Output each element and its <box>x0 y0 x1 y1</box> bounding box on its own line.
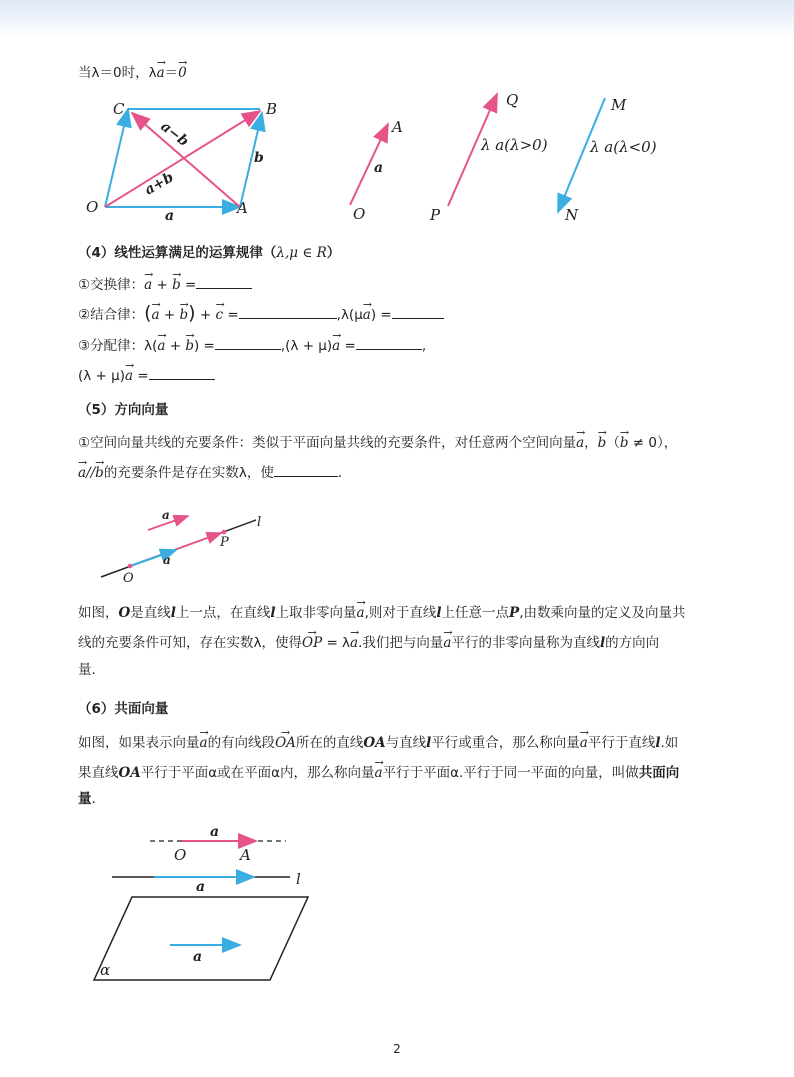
label-l: l <box>296 870 301 888</box>
label-Q: Q <box>506 91 519 109</box>
text: ,λ(μ <box>336 307 363 323</box>
text: , <box>421 338 427 354</box>
text: ( <box>144 302 152 324</box>
vector-a: → a <box>157 60 165 80</box>
vector-b: → b <box>180 302 189 322</box>
vector-a: → a <box>375 760 383 780</box>
text: ②结合律： <box>78 307 145 323</box>
vector-a: → a <box>350 630 358 650</box>
text: （4）线性运算满足的运算规律（ <box>78 245 277 261</box>
section5-p4 <box>78 630 659 653</box>
vector-a: → a <box>580 730 588 750</box>
text: 所在的直线 <box>295 735 364 751</box>
vector-lambda-positive-figure <box>430 88 570 223</box>
label-O: O <box>86 198 99 216</box>
label-alpha: α <box>100 961 111 979</box>
law-commutative <box>78 272 252 295</box>
text: 平行或重合，那么称向量 <box>431 735 580 751</box>
text: 如图， <box>78 605 119 621</box>
label-A: A <box>240 846 251 864</box>
answer-blank[interactable] <box>239 304 337 319</box>
page-number: 2 <box>393 1042 401 1056</box>
text: ＝ <box>164 65 179 81</box>
section5-p1 <box>78 430 677 453</box>
text: ①空间向量共线的充要条件：类似于平面向量共线的充要条件，对任意两个空间向量 <box>78 435 577 451</box>
point-O <box>128 564 133 569</box>
line-lambda-zero <box>78 60 187 83</box>
text: ,由数乘向量的定义及向量共 <box>519 605 686 621</box>
vector-lambda-negative-figure <box>550 88 690 223</box>
vector-b: → b <box>620 430 629 450</box>
label-a: a <box>165 208 175 224</box>
label-a: a <box>163 553 171 567</box>
text: + <box>152 277 173 293</box>
vector-c: → c <box>215 302 223 322</box>
answer-blank[interactable] <box>196 274 252 289</box>
text: = <box>180 277 197 293</box>
label-a: a <box>196 879 206 895</box>
text: ) = <box>370 307 392 323</box>
text: （ <box>606 435 620 451</box>
edge-OC <box>105 109 128 207</box>
label-P: P <box>430 206 441 224</box>
text: 如图，如果表示向量 <box>78 735 200 751</box>
text: 的有向线段 <box>207 735 276 751</box>
math-O: O <box>118 605 131 621</box>
text: .我们把与向量 <box>358 635 444 651</box>
law-distributive <box>78 333 426 356</box>
label-lambda-a-positive: λ a(λ>0) <box>481 136 548 154</box>
label-M: M <box>611 96 627 114</box>
label-O: O <box>174 846 187 864</box>
math: λ,μ ∈ R <box>276 245 327 261</box>
text: ) = <box>193 338 215 354</box>
math-l: l <box>599 635 606 651</box>
label-B: B <box>266 100 278 118</box>
text: + <box>165 338 186 354</box>
vector-a: → a <box>78 460 86 480</box>
parallelogram-figure <box>80 95 290 225</box>
label-a: a <box>374 160 384 176</box>
label-A: A <box>392 118 403 136</box>
section6-p2 <box>78 760 679 783</box>
vector-b: → b <box>95 460 104 480</box>
vector-a: → a <box>576 430 584 450</box>
math-P: P <box>509 605 520 621</box>
text: 平行的非零向量称为直线 <box>451 635 600 651</box>
law-associative <box>78 302 444 325</box>
section6-p3 <box>78 789 105 809</box>
math-l: l <box>170 605 176 621</box>
text: 平行于平面α或在平面α内，那么称向量 <box>140 765 375 781</box>
text: .如 <box>660 735 679 751</box>
text: ③分配律：λ( <box>78 338 158 354</box>
plane-alpha <box>94 897 308 980</box>
vector-a: → a <box>443 630 451 650</box>
section5-p3 <box>78 600 686 623</box>
vector-a: → a <box>200 730 208 750</box>
math-l: l <box>436 605 442 621</box>
section6-p1 <box>78 730 678 753</box>
text: ． <box>337 465 352 481</box>
section4-title <box>78 243 340 263</box>
vector-a: → a <box>332 333 340 353</box>
label-O: O <box>123 571 134 586</box>
term-coplanar: 共面向 <box>638 765 680 781</box>
point-P <box>222 530 227 535</box>
label-lambda-a-negative: λ a(λ<0) <box>590 138 657 156</box>
label-a-plus-b: a+b <box>142 169 177 199</box>
parallel-symbol: // <box>86 465 96 481</box>
term-coplanar: 量 <box>78 791 92 807</box>
vector-a: → a <box>363 302 371 322</box>
text: ) <box>188 302 196 324</box>
section5-p5: 量． <box>78 662 105 678</box>
text: ,则对于直线 <box>364 605 437 621</box>
text: = λ <box>322 635 351 651</box>
text: 上任意一点 <box>441 605 510 621</box>
vector-a: → a <box>157 333 165 353</box>
math-l: l <box>426 735 432 751</box>
answer-blank[interactable] <box>274 462 338 477</box>
vector-a-figure <box>345 110 415 223</box>
text: = <box>133 368 149 384</box>
section5-title: （5）方向向量 <box>78 402 169 418</box>
text: 与直线 <box>385 735 427 751</box>
label-a: a <box>162 508 170 522</box>
vector-OA: → OA <box>275 730 296 750</box>
vector-b: → b <box>185 333 194 353</box>
coplanar-vector-figure <box>90 822 330 992</box>
text: = <box>340 338 356 354</box>
answer-blank[interactable] <box>392 304 444 319</box>
label-C: C <box>113 100 125 118</box>
text: + <box>195 307 216 323</box>
math-OA: OA <box>363 735 386 751</box>
text: ） <box>326 245 341 261</box>
answer-blank[interactable] <box>356 335 422 350</box>
answer-blank[interactable] <box>149 365 215 380</box>
text: 果直线 <box>78 765 119 781</box>
label-b: b <box>254 150 264 166</box>
vector-OP: → OP <box>302 630 322 650</box>
text: 上取非零向量 <box>275 605 357 621</box>
vector-a: → a <box>357 600 365 620</box>
label-N: N <box>565 206 579 224</box>
diag-OB <box>105 111 260 207</box>
vector-b: → b <box>172 272 181 292</box>
text: (λ + μ) <box>78 368 126 384</box>
text: 平行于直线 <box>587 735 656 751</box>
text: 上一点，在直线 <box>175 605 271 621</box>
math-OA: OA <box>118 765 141 781</box>
text: ≠ 0）， <box>628 435 678 451</box>
text: 当λ＝0时，λ <box>78 65 157 81</box>
text: 线的充要条件可知，存在实数λ，使得 <box>78 635 302 651</box>
text: ， <box>584 435 598 451</box>
label-a-minus-b: a−b <box>157 118 192 150</box>
text: 平行于平面α.平行于同一平面的向量，叫做 <box>382 765 639 781</box>
label-O: O <box>353 205 366 223</box>
text: = <box>223 307 239 323</box>
text: ,(λ + μ) <box>280 338 333 354</box>
text: 的方向向 <box>605 635 660 651</box>
law-distributive-2 <box>78 363 215 386</box>
math-l: l <box>270 605 276 621</box>
direction-vector-figure <box>96 502 276 592</box>
text: 的充要条件是存在实数λ，使 <box>103 465 274 481</box>
math-l: l <box>655 735 661 751</box>
text: + <box>159 307 180 323</box>
label-a: a <box>193 949 203 965</box>
label-A: A <box>237 199 248 217</box>
section5-p2 <box>78 460 351 483</box>
header-band <box>0 0 794 38</box>
label-l: l <box>257 515 262 530</box>
label-a: a <box>210 824 220 840</box>
answer-blank[interactable] <box>215 335 281 350</box>
label-P: P <box>220 535 229 550</box>
vector-b: → b <box>598 430 607 450</box>
vector-a: → a <box>152 302 160 322</box>
vector-a: → a <box>125 363 133 383</box>
text: ①交换律： <box>78 277 145 293</box>
text: ． <box>91 791 105 807</box>
vector-a: → a <box>144 272 152 292</box>
vector-zero: → 0 <box>178 60 187 80</box>
section6-title: （6）共面向量 <box>78 701 169 717</box>
text: 是直线 <box>130 605 171 621</box>
